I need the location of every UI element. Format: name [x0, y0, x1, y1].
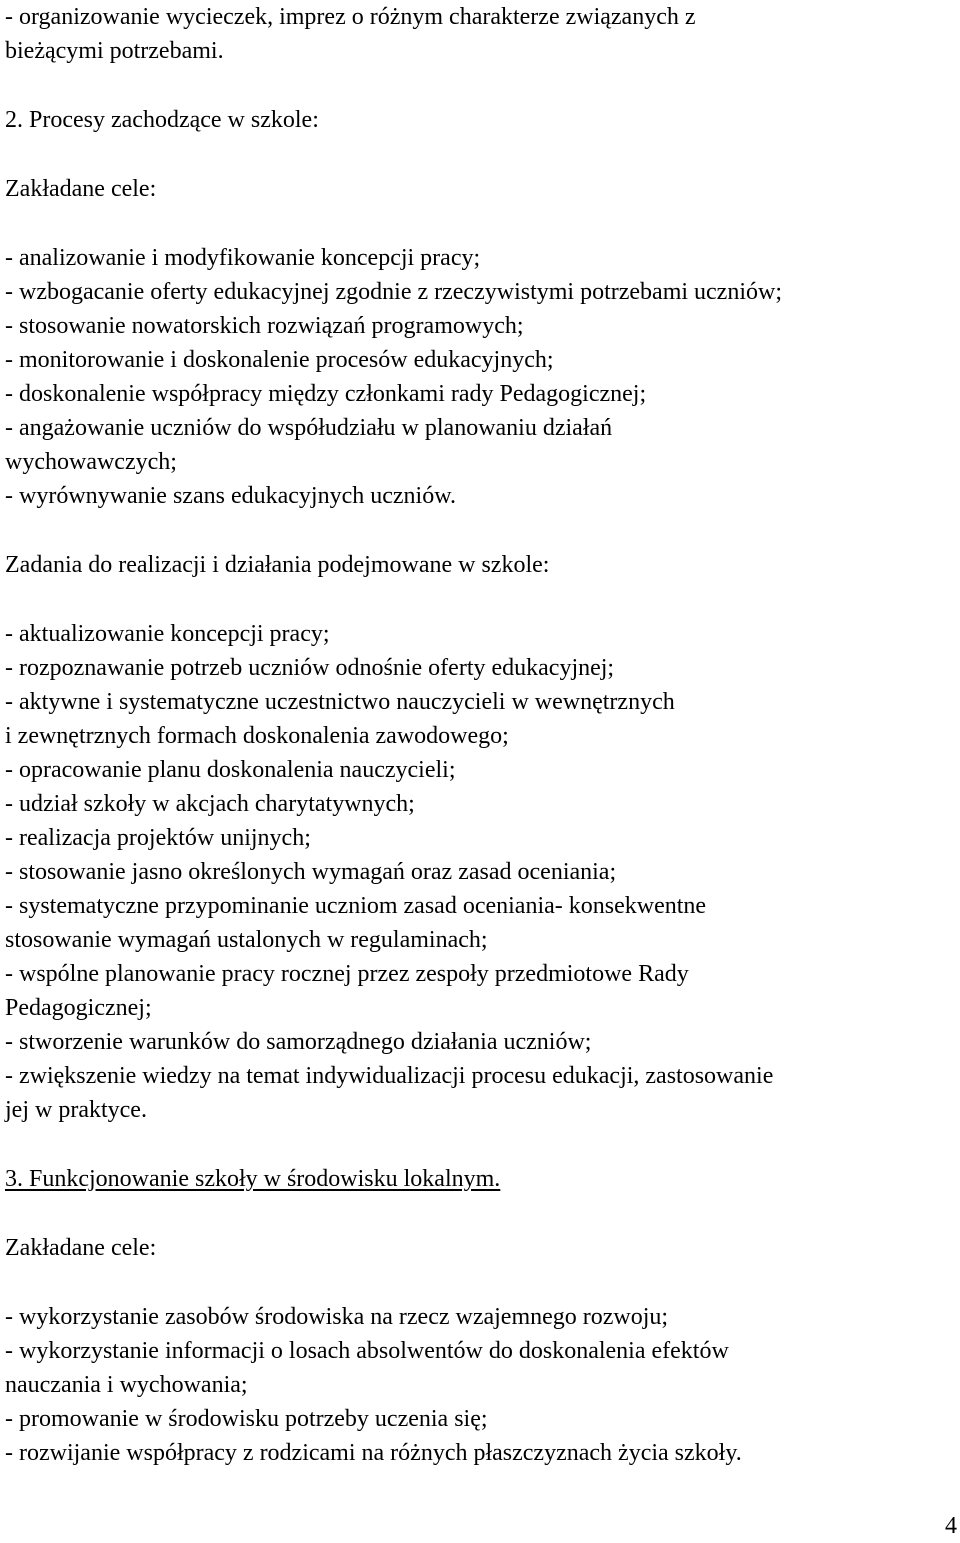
list-item: nauczania i wychowania; [5, 1372, 248, 1398]
list-item: Pedagogicznej; [5, 995, 152, 1021]
section-2-tasks-list [5, 617, 955, 1127]
list-item: - opracowanie planu doskonalenia nauczycieli; [5, 757, 456, 783]
section-2-goals-label: Zakładane cele: [5, 176, 157, 202]
list-item: - aktywne i systematyczne uczestnictwo nauczycieli w wewnętrznych [5, 689, 675, 715]
list-item: - realizacja projektów unijnych; [5, 825, 311, 851]
list-item: - systematyczne przypominanie uczniom zasad oceniania- konsekwentne [5, 893, 707, 919]
list-item: - wspólne planowanie pracy rocznej przez zespoły przedmiotowe Rady [5, 961, 689, 987]
section-2-goals-list [5, 241, 955, 513]
list-item: wychowawczych; [5, 449, 177, 475]
list-item: - stworzenie warunków do samorządnego działania uczniów; [5, 1029, 592, 1055]
list-item: - analizowanie i modyfikowanie koncepcji pracy; [5, 245, 481, 271]
section-2-title: 2. Procesy zachodzące w szkole: [5, 107, 319, 133]
list-item: - rozwijanie współpracy z rodzicami na różnych płaszczyznach życia szkoły. [5, 1440, 742, 1466]
list-item: - wyrównywanie szans edukacyjnych uczniów. [5, 483, 456, 509]
list-item: - rozpoznawanie potrzeb uczniów odnośnie oferty edukacyjnej; [5, 655, 615, 681]
page-number: 4 [945, 1513, 957, 1539]
list-item: - udział szkoły w akcjach charytatywnych; [5, 791, 415, 817]
list-item: - angażowanie uczniów do współudziału w planowaniu działań [5, 415, 613, 441]
list-item: - aktualizowanie koncepcji pracy; [5, 621, 330, 647]
document-page [5, 0, 955, 1470]
list-item: - monitorowanie i doskonalenie procesów edukacyjnych; [5, 347, 554, 373]
section-3-goals-label: Zakładane cele: [5, 1235, 157, 1261]
section-3-goals-list [5, 1300, 955, 1470]
list-item: - wzbogacanie oferty edukacyjnej zgodnie z rzeczywistymi potrzebami uczniów; [5, 279, 782, 305]
list-item: - wykorzystanie zasobów środowiska na rzecz wzajemnego rozwoju; [5, 1304, 669, 1330]
text-line: bieżącymi potrzebami. [5, 38, 224, 64]
section-2-tasks-label: Zadania do realizacji i działania podejmowane w szkole: [5, 552, 550, 578]
list-item: - wykorzystanie informacji o losach absolwentów do doskonalenia efektów [5, 1338, 729, 1364]
list-item: jej w praktyce. [5, 1097, 147, 1123]
list-item: stosowanie wymagań ustalonych w regulaminach; [5, 927, 488, 953]
list-item: - zwiększenie wiedzy na temat indywidualizacji procesu edukacji, zastosowanie [5, 1063, 774, 1089]
list-item: - promowanie w środowisku potrzeby uczenia się; [5, 1406, 488, 1432]
text-line: - organizowanie wycieczek, imprez o różnym charakterze związanych z [5, 4, 696, 30]
list-item: i zewnętrznych formach doskonalenia zawodowego; [5, 723, 509, 749]
list-item: - stosowanie nowatorskich rozwiązań programowych; [5, 313, 524, 339]
list-item: - stosowanie jasno określonych wymagań oraz zasad oceniania; [5, 859, 617, 885]
list-item: - doskonalenie współpracy między członkami rady Pedagogicznej; [5, 381, 647, 407]
section-3-title: 3. Funkcjonowanie szkoły w środowisku lokalnym. [5, 1166, 501, 1192]
intro-block [5, 0, 955, 68]
